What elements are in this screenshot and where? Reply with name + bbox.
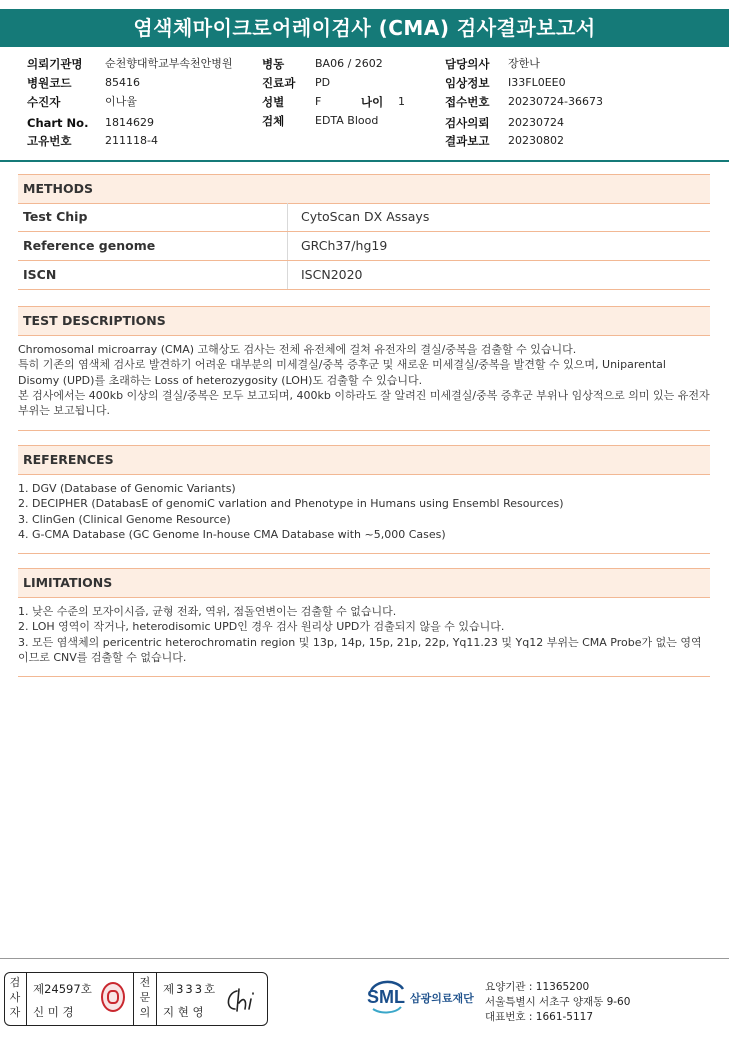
description-line: 특히 기존의 염색체 검사로 발견하기 어려운 대부분의 미세결실/중복 증후군 및 새로운 미세결실/중복을 발견할 수 있으며, Uniparental Disomy (UPD)를 초래하는 Loss of heterozygosity (LOH)도 검출할 수 있습니다. [18, 358, 666, 387]
list-item: 2. DECIPHER (DatabasE of genomiC varlation and Phenotype in Humans using Ensembl Resources) [18, 497, 564, 511]
info-label: 성별 [262, 95, 285, 109]
examiner-label-text: 검사자 [9, 976, 21, 1019]
header-divider [0, 160, 729, 162]
test-descriptions-body [18, 342, 710, 418]
info-label: Chart No. [27, 116, 89, 130]
footer-divider [0, 958, 729, 959]
info-value: 1814629 [105, 116, 154, 129]
org-code: 요양기관 : 11365200 [485, 981, 590, 993]
references-list [18, 481, 710, 542]
age-label: 나이 [361, 95, 384, 109]
table-value: CytoScan DX Assays [301, 209, 430, 224]
specialist-label [137, 975, 153, 1020]
limitations-heading: LIMITATIONS [18, 568, 710, 598]
table-key: Test Chip [18, 203, 288, 231]
info-label: 검사의뢰 [445, 116, 490, 130]
specialist-name: 지 현 영 [163, 1005, 204, 1019]
report-title: 염색체마이크로어레이검사 (CMA) 검사결과보고서 [0, 9, 729, 47]
info-value: PD [315, 76, 331, 89]
test-descriptions-heading: TEST DESCRIPTIONS [18, 306, 710, 336]
info-label: 검체 [262, 114, 285, 128]
divider [156, 973, 157, 1025]
description-line: 본 검사에서는 400kb 이상의 결실/중복은 모두 보고되며, 400kb 이하라도 잘 알려진 미세결실/중복 증후군 부위나 임상적으로 의미 있는 유전자 부위는 보고됩니다. [18, 388, 710, 418]
age-value: 1 [398, 95, 405, 108]
info-label: 결과보고 [445, 134, 490, 148]
info-value: BA06 / 2602 [315, 57, 383, 70]
info-value: 순천향대학교부속천안병원 [105, 57, 233, 70]
list-item: 1. DGV (Database of Genomic Variants) [18, 482, 236, 495]
info-label: 담당의사 [445, 57, 490, 71]
specialist-license-no: 제333호 [163, 982, 218, 996]
divider [133, 973, 134, 1025]
table-row [18, 261, 710, 290]
methods-heading: METHODS [18, 174, 710, 204]
references-heading: REFERENCES [18, 445, 710, 475]
info-label: 임상정보 [445, 76, 490, 90]
list-item: 2. LOH 영역이 작거나, heterodisomic UPD인 경우 검사 원리상 UPD가 검출되지 않을 수 있습니다. [18, 620, 505, 634]
seal-stamp-icon [101, 982, 125, 1012]
info-value: 20230802 [508, 134, 564, 147]
info-value: 20230724-36673 [508, 95, 603, 108]
list-item: 3. 모든 염색체의 pericentric heterochromatin region 및 13p, 14p, 15p, 21p, 22p, Yq11.23 및 Yq12 부위는 CMA Probe가 없는 영역이므로 CNV를 검출할 수 없습니다. [18, 635, 702, 664]
table-value: GRCh37/hg19 [301, 238, 388, 253]
list-item: 3. ClinGen (Clinical Genome Resource) [18, 512, 231, 526]
table-row [18, 203, 710, 232]
info-label: 고유번호 [27, 134, 72, 148]
info-value: 이나율 [105, 95, 137, 108]
patient-info [0, 53, 729, 153]
list-item: 1. 낮은 수준의 모자이시즘, 균형 전좌, 역위, 점돌연변이는 검출할 수 없습니다. [18, 605, 397, 618]
methods-table [18, 203, 710, 290]
limitations-list [18, 604, 710, 665]
signature-box [4, 972, 268, 1026]
info-value: EDTA Blood [315, 114, 379, 127]
info-value: 20230724 [508, 116, 564, 129]
info-value: 211118-4 [105, 134, 158, 147]
list-item: 4. G-CMA Database (GC Genome In-house CMA Database with ~5,000 Cases) [18, 527, 446, 541]
info-value: 85416 [105, 76, 140, 89]
divider [26, 973, 27, 1025]
section-divider [18, 553, 710, 554]
signature-icon [223, 985, 263, 1015]
info-label: 접수번호 [445, 95, 490, 109]
info-value: 장한나 [508, 57, 540, 70]
info-value: I33FL0EE0 [508, 76, 566, 89]
section-divider [18, 430, 710, 431]
sml-logo-text: SML [367, 987, 405, 1007]
table-key: ISCN [18, 261, 288, 289]
info-label: 병동 [262, 57, 285, 71]
specialist-label-text: 전문의 [139, 976, 151, 1019]
org-address: 서울특별시 서초구 양재동 9-60 [485, 996, 631, 1008]
info-label: 진료과 [262, 76, 296, 90]
table-value: ISCN2020 [301, 267, 363, 282]
org-phone: 대표번호 : 1661-5117 [485, 1011, 594, 1023]
info-value: F [315, 95, 322, 108]
info-label: 의뢰기관명 [27, 57, 83, 71]
info-label: 병원코드 [27, 76, 72, 90]
info-label: 수진자 [27, 95, 61, 109]
org-address-block [485, 980, 630, 1025]
examiner-name: 신 미 경 [33, 1005, 74, 1019]
description-line: Chromosomal microarray (CMA) 고해상도 검사는 전체 유전체에 걸쳐 유전자의 결실/중복을 검출할 수 있습니다. [18, 343, 577, 356]
section-divider [18, 676, 710, 677]
examiner-label [7, 975, 23, 1020]
table-key: Reference genome [18, 232, 288, 260]
table-row [18, 232, 710, 261]
org-name: 삼광의료재단 [410, 992, 474, 1005]
sml-logo [365, 977, 409, 1021]
examiner-license-no: 제24597호 [33, 982, 92, 996]
